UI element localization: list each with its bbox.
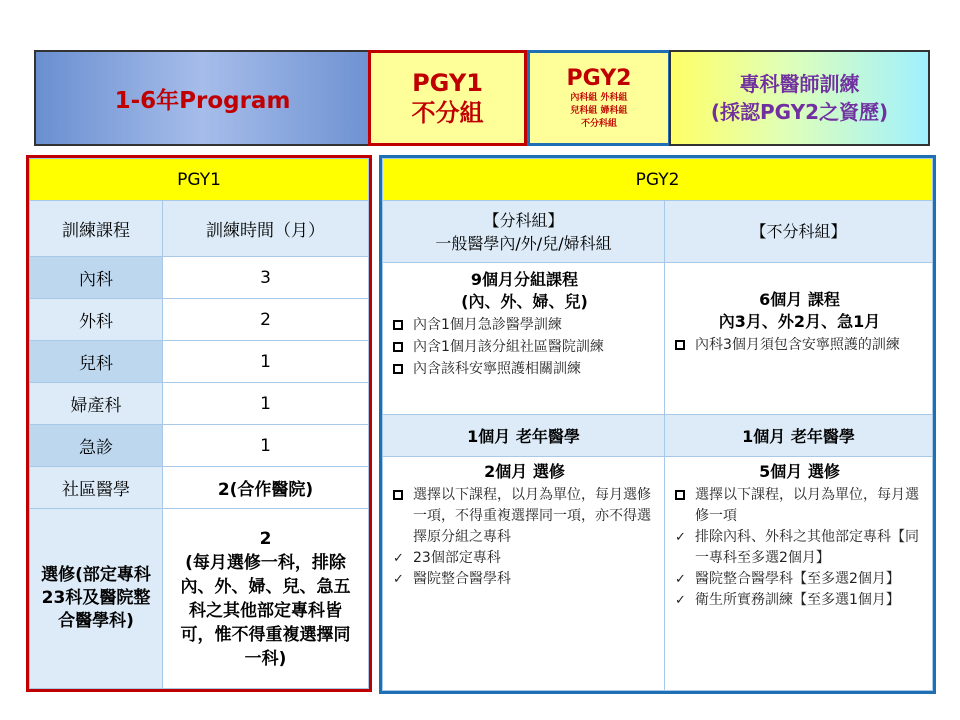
specialist-header: [669, 50, 930, 146]
course-name: 兒科: [30, 341, 163, 383]
nongroup-elective-title: 5個月 選修: [759, 462, 840, 481]
checkbox-bullet-icon: [393, 490, 403, 500]
checkmark-icon: ✓: [675, 530, 686, 545]
course-name: 內科: [30, 257, 163, 299]
list-item-text: 排除內科、外科之其他部定專科【同一專科至多選2個月】: [695, 529, 919, 566]
elective-months-note: (每月選修一科，排除內、外、婦、兒、急五科之其他部定專科皆可，惟不得重複選擇同一科): [180, 552, 351, 669]
group-track-header-line1: 【分科組】: [483, 210, 564, 230]
course-months: 1: [163, 425, 369, 467]
specialist-header-title: 專科醫師訓練: [739, 72, 860, 96]
list-item-text: 選擇以下課程，以月為單位，每月選修一項，不得重複選擇同一項，亦不得選擇原分組之專科: [413, 487, 651, 545]
elective-months: [163, 509, 369, 689]
nongroup-core-subtitle: 內3月、外2月、急1月: [718, 312, 881, 331]
list-item-text: 內科3個月須包含安寧照護的訓練: [695, 337, 900, 353]
table-row-elective: [30, 509, 369, 689]
table-row: [30, 383, 369, 425]
pgy2-header-groups-3: 不分科組: [580, 118, 617, 129]
table-row: [30, 425, 369, 467]
checkmark-icon: ✓: [675, 593, 686, 608]
course-months: 3: [163, 257, 369, 299]
group-track-header: [383, 201, 665, 263]
list-item: [393, 569, 656, 590]
checkbox-bullet-icon: [393, 320, 403, 330]
checkbox-bullet-icon: [393, 342, 403, 352]
course-months: 2: [163, 299, 369, 341]
course-name: 外科: [30, 299, 163, 341]
course-name: 婦產科: [30, 383, 163, 425]
list-item-text: 內含1個月急診醫學訓練: [413, 317, 562, 333]
course-months: 2(合作醫院): [163, 467, 369, 509]
checkmark-icon: ✓: [393, 572, 404, 587]
group-track-header-line2: 一般醫學內/外/兒/婦科組: [435, 233, 612, 253]
table-row: [30, 467, 369, 509]
elective-course-name: 選修(部定專科23科及醫院整合醫學科): [30, 509, 163, 689]
list-item: [393, 485, 656, 548]
list-item: [675, 335, 924, 357]
checkbox-bullet-icon: [393, 364, 403, 374]
pgy2-header-groups-1: 內科組 外科組: [570, 92, 628, 103]
list-item-text: 衛生所實務訓練【至多選1個月】: [695, 592, 900, 608]
program-header-label: 1-6年Program: [114, 87, 291, 114]
pgy2-header: [527, 50, 671, 146]
pgy1-header-title: PGY1: [412, 69, 483, 97]
column-header-course: 訓練課程: [30, 201, 163, 257]
specialist-header-subtitle: (採認PGY2之資歷): [710, 100, 889, 124]
list-item: [393, 315, 656, 337]
list-item: [393, 337, 656, 359]
pgy1-table-title: PGY1: [30, 159, 369, 201]
group-core-subtitle: (內、外、婦、兒): [461, 292, 588, 311]
list-item-text: 醫院整合醫學科: [413, 571, 511, 587]
table-row: [30, 299, 369, 341]
list-item: [675, 485, 924, 527]
list-item-text: 23個部定專科: [413, 550, 501, 566]
list-item: [675, 527, 924, 569]
list-item-text: 醫院整合醫學科【至多選2個月】: [695, 571, 900, 587]
list-item: [393, 548, 656, 569]
table-row: [30, 257, 369, 299]
nongroup-core-title: 6個月 課程: [759, 290, 840, 309]
course-months: 1: [163, 383, 369, 425]
checkbox-bullet-icon: [675, 340, 685, 350]
program-header: [34, 50, 371, 146]
nongroup-geriatric-label: 1個月 老年醫學: [665, 415, 933, 457]
list-item-text: 內含1個月該分組社區醫院訓練: [413, 339, 604, 355]
checkmark-icon: ✓: [393, 551, 404, 566]
pgy1-table: [26, 155, 372, 692]
list-item-text: 選擇以下課程，以月為單位，每月選修一項: [695, 487, 919, 524]
checkbox-bullet-icon: [675, 490, 685, 500]
table-row: [30, 341, 369, 383]
list-item-text: 內含該科安寧照護相關訓練: [413, 361, 581, 377]
pgy1-header: [368, 50, 527, 146]
pgy2-table-title: PGY2: [383, 159, 933, 201]
pgy1-header-subtitle: 不分組: [411, 99, 484, 127]
checkmark-icon: ✓: [675, 572, 686, 587]
pgy2-header-title: PGY2: [566, 65, 632, 91]
group-geriatric-label: 1個月 老年醫學: [383, 415, 665, 457]
course-name: 急診: [30, 425, 163, 467]
nongroup-core-cell: [665, 263, 933, 415]
pgy2-table: [379, 155, 936, 694]
list-item: [393, 359, 656, 381]
course-months: 1: [163, 341, 369, 383]
nongroup-track-header: 【不分科組】: [665, 201, 933, 263]
group-elective-title: 2個月 選修: [484, 462, 565, 481]
elective-months-value: 2: [259, 528, 272, 549]
list-item: [675, 569, 924, 590]
group-core-title: 9個月分組課程: [470, 270, 579, 289]
column-header-months: 訓練時間（月）: [163, 201, 369, 257]
course-name: 社區醫學: [30, 467, 163, 509]
group-elective-cell: [383, 457, 665, 691]
group-core-cell: [383, 263, 665, 415]
list-item: [675, 590, 924, 611]
nongroup-elective-cell: [665, 457, 933, 691]
pgy2-header-groups-2: 兒科組 婦科組: [570, 105, 628, 116]
